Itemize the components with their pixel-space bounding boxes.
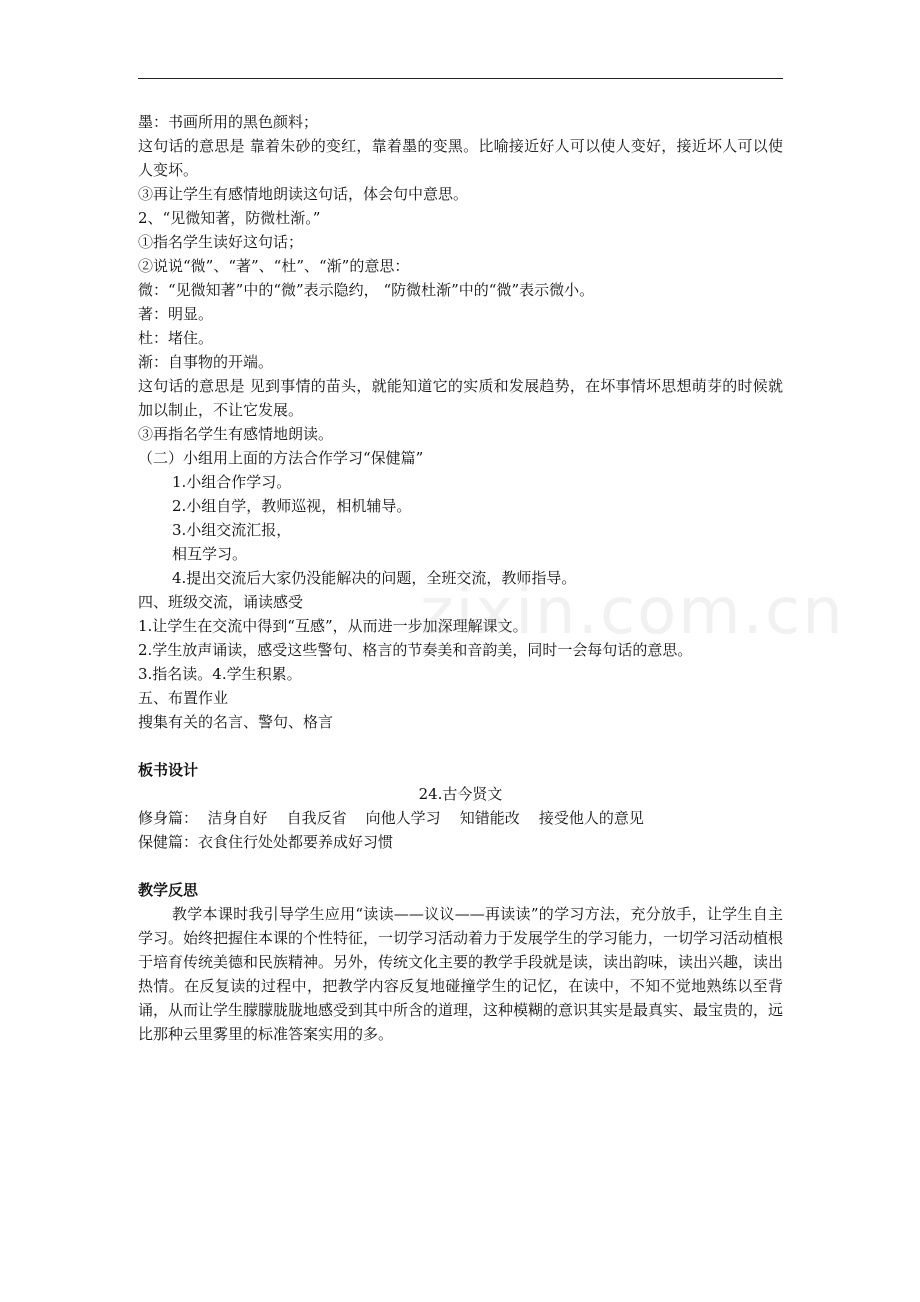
section-heading: 五、布置作业 xyxy=(138,689,229,707)
text-line: ①指名学生读好这句话； xyxy=(138,233,304,251)
reflection-heading: 教学反思 xyxy=(138,881,199,899)
text-line: 杜：堵住。 xyxy=(138,329,214,347)
text-line: 微：“见微知著”中的“微”表示隐约， “防微杜渐”中的“微”表示微小。 xyxy=(138,281,595,299)
text-line: 2、“见微知著，防微杜渐。” xyxy=(138,209,321,227)
reflection-paragraph: 教学本课时我引导学生应用“读读——议议——再读读”的学习方法，充分放手，让学生自主学习。始终把握住本课的个性特征，一切学习活动着力于发展学生的学习能力，一切学习活动植根于培育传统美德和民族精神。另外，传统文化主要的教学手段就是读，读出韵味，读出兴趣，读出热情。在反复读的过程中，把教学内容反复地碰撞学生的记忆，在读中，不知不觉地熟练以至背诵，从而让学生朦朦胧胧地感受到其中所含的道理，这种模糊的意识其实是最真实、最宝贵的，远比那种云里雾里的标准答案实用的多。 xyxy=(138,905,784,1043)
text-line: 1.让学生在交流中得到“互感”，从而进一步加深理解课文。 xyxy=(138,617,528,635)
board-row-baojian: 保健篇：衣食住行处处都要养成好习惯 xyxy=(138,833,394,851)
text-line: 著：明显。 xyxy=(138,305,214,323)
list-item: 1.小组合作学习。 xyxy=(172,473,292,491)
section-heading: （二）小组用上面的方法合作学习“保健篇” xyxy=(138,449,424,467)
list-item: 4.提出交流后大家仍没能解决的问题，全班交流，教师指导。 xyxy=(172,569,577,587)
watermark: zixin.com.cn xyxy=(420,575,845,649)
text-line: 搜集有关的名言、警句、格言 xyxy=(138,713,334,731)
text-line: ③再指名学生有感情地朗读。 xyxy=(138,425,334,443)
text-line: 渐：自事物的开端。 xyxy=(138,353,274,371)
text-line: ②说说“微”、“著”、“杜”、“渐”的意思： xyxy=(138,257,410,275)
board-design-heading: 板书设计 xyxy=(138,761,199,779)
document-body xyxy=(138,110,783,1046)
board-row-xiushen: 修身篇： 洁身自好 自我反省 向他人学习 知错能改 接受他人的意见 xyxy=(138,809,644,827)
list-item: 2.小组自学，教师巡视，相机辅导。 xyxy=(172,497,412,515)
paragraph-meaning-1: 这句话的意思是 靠着朱砂的变红，靠着墨的变黑。比喻接近好人可以使人变好，接近坏人可以使人变坏。 xyxy=(138,137,783,179)
paragraph-meaning-2: 这句话的意思是 见到事情的苗头，就能知道它的实质和发展趋势，在坏事情坏思想萌芽的时候就加以制止，不让它发展。 xyxy=(138,377,783,419)
list-item: 3.小组交流汇报， xyxy=(172,521,292,539)
text-line: 2.学生放声诵读，感受这些警句、格言的节奏美和音韵美，同时一会每句话的意思。 xyxy=(138,641,693,659)
section-heading: 四、班级交流，诵读感受 xyxy=(138,593,304,611)
header-rule xyxy=(138,78,783,79)
list-item: 相互学习。 xyxy=(172,545,248,563)
text-line: 墨：书画所用的黑色颜料； xyxy=(138,113,319,131)
text-line: 3.指名读。4.学生积累。 xyxy=(138,665,302,683)
board-title: 24.古今贤文 xyxy=(418,785,503,803)
text-line: ③再让学生有感情地朗读这句话，体会句中意思。 xyxy=(138,185,469,203)
